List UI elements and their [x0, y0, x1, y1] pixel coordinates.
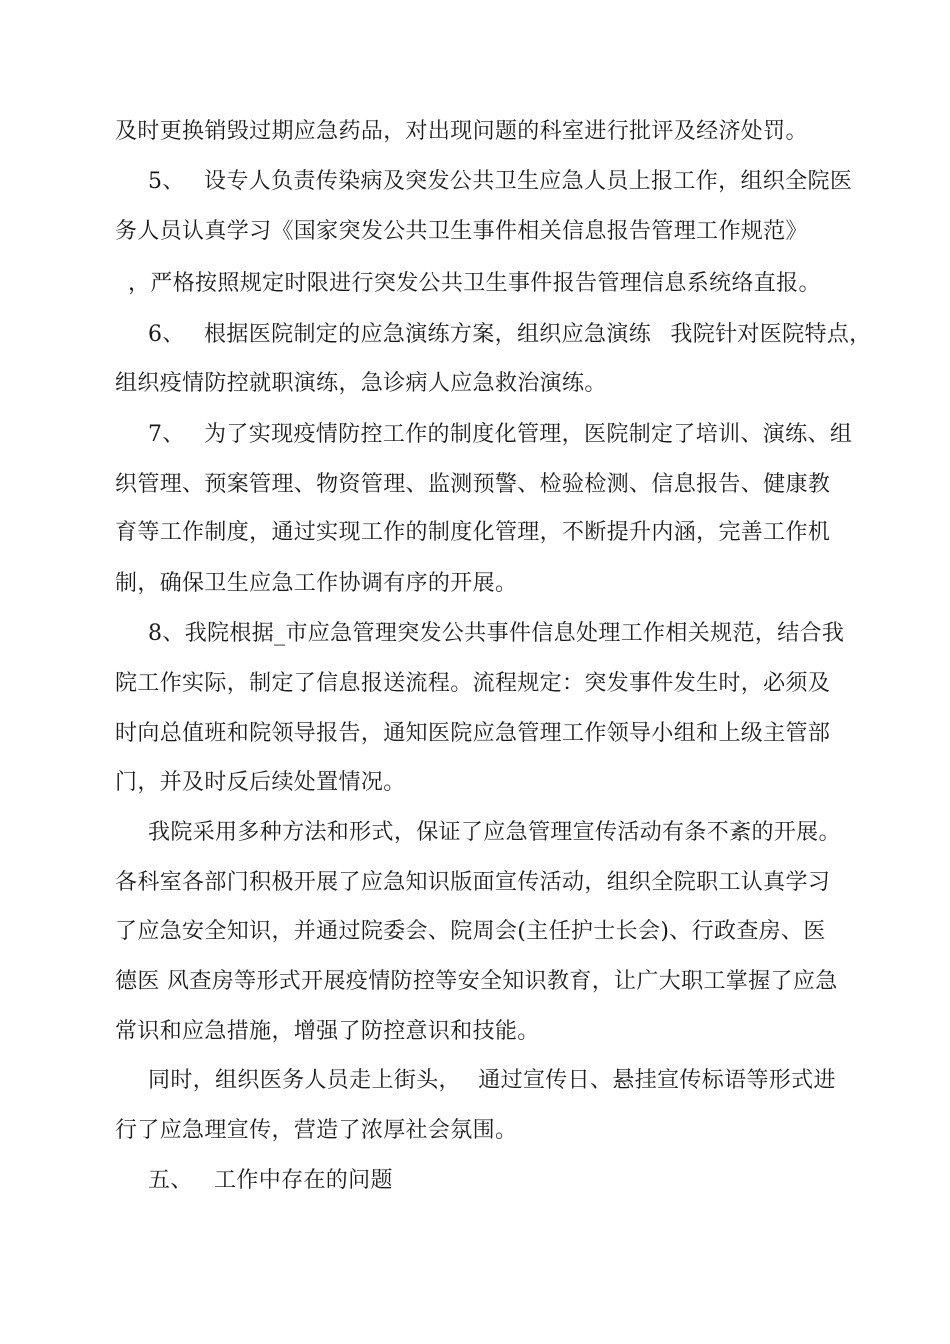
text-line: 我院采用多种方法和形式，保证了应急管理宣传活动有条不紊的开展。	[148, 820, 841, 845]
text-line: 6、 根据医院制定的应急演练方案，组织应急演练 我院针对医院特点，	[148, 322, 872, 347]
text-line: 时向总值班和院领导报告，通知医院应急管理工作领导小组和上级主管部	[115, 721, 831, 746]
text-line: 各科室各部门积极开展了应急知识版面宣传活动，组织全院职工认真学习	[115, 870, 831, 895]
text-line: 5、 设专人负责传染病及突发公共卫生应急人员上报工作，组织全院医	[148, 169, 853, 194]
text-line: 织管理、预案管理、物资管理、监测预警、检验检测、信息报告、健康教	[115, 472, 831, 497]
text-line: 7、 为了实现疫情防控工作的制度化管理，医院制定了培训、演练、组	[148, 422, 853, 447]
section-heading: 五、 工作中存在的问题	[148, 1168, 393, 1193]
text-line: 及时更换销毁过期应急药品，对出现问题的科室进行批评及经济处罚。	[115, 119, 808, 144]
text-line: 院工作实际，制定了信息报送流程。流程规定：突发事件发生时，必须及	[115, 671, 831, 696]
text-line: ，严格按照规定时限进行突发公共卫生事件报告管理信息系统络直报。	[128, 271, 821, 296]
text-line: 8、我院根据_市应急管理突发公共事件信息处理工作相关规范，结合我	[148, 621, 845, 646]
text-line: 行了应急理宣传，营造了浓厚社会氛围。	[115, 1118, 518, 1143]
text-line: 同时，组织医务人员走上街头， 通过宣传日、悬挂宣传标语等形式进	[148, 1068, 836, 1093]
text-line: 德医 风查房等形式开展疫情防控等安全知识教育，让广大职工掌握了应急	[115, 969, 838, 994]
text-line: 育等工作制度，通过实现工作的制度化管理，不断提升内涵，完善工作机	[115, 520, 831, 545]
text-line: 组织疫情防控就职演练，急诊病人应急救治演练。	[115, 371, 607, 396]
text-line: 务人员认真学习《国家突发公共卫生事件相关信息报告管理工作规范》	[115, 219, 808, 244]
text-line: 门，并及时反后续处置情况。	[115, 770, 406, 795]
text-line: 常识和应急措施，增强了防控意识和技能。	[115, 1019, 540, 1044]
text-line: 制，确保卫生应急工作协调有序的开展。	[115, 571, 518, 596]
text-line: 了应急安全知识，并通过院委会、院周会(主任护士长会)、行政查房、医	[115, 919, 826, 944]
